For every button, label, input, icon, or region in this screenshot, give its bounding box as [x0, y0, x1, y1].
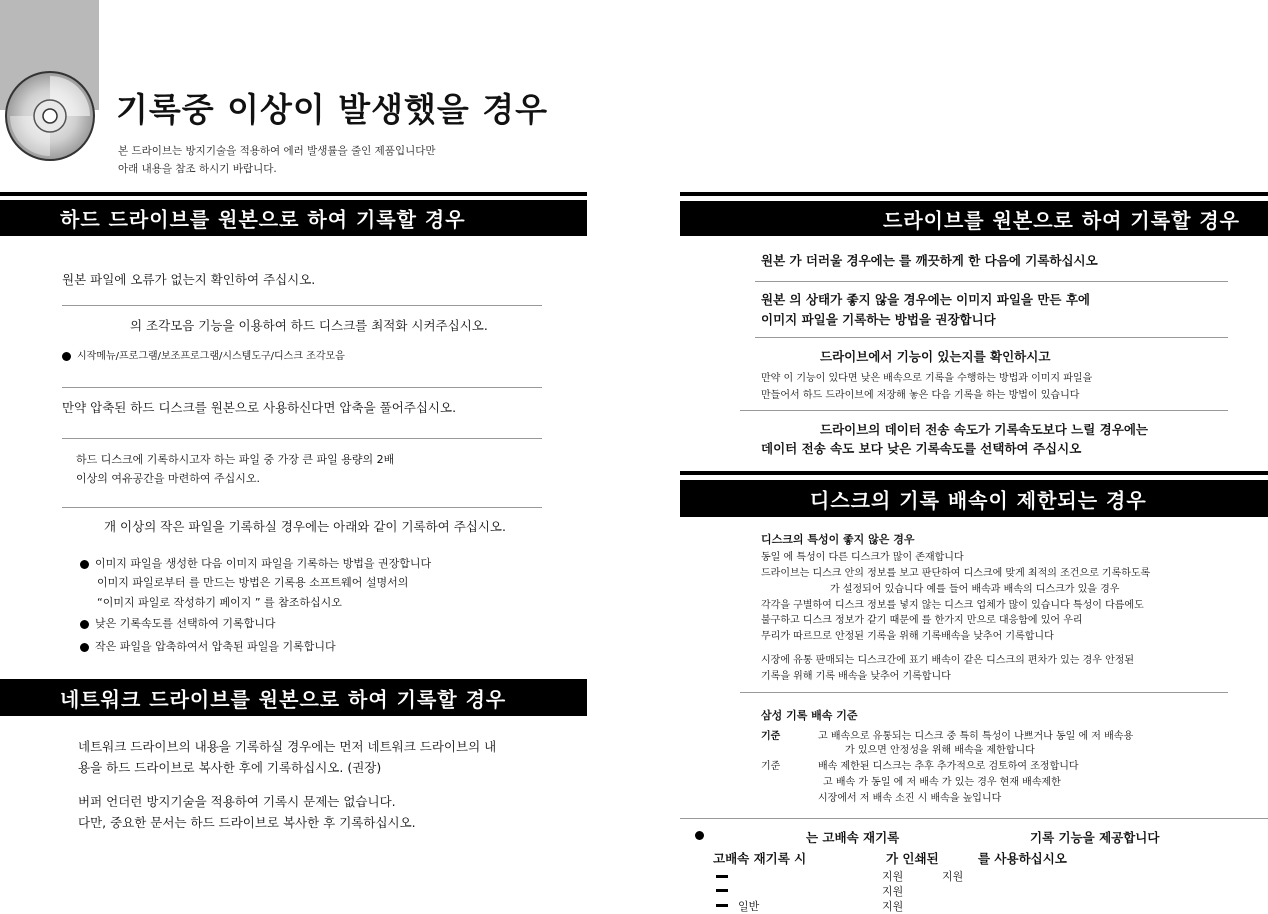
divider	[62, 507, 542, 508]
limit-line-2: 드라이브는 디스크 안의 정보를 보고 판단하여 디스크에 맞게 최적의 조건으로 기록하도록	[761, 568, 1151, 579]
criteria-2b: 고 배속 가 동일 에 저 배속 가 있는 경우 현재 배속제한	[823, 777, 1061, 788]
divider	[62, 305, 542, 306]
support-row-3: 지원	[882, 900, 904, 913]
limit-line-5: 불구하고 디스크 정보가 같기 때문에 를 한가지 만으로 대응함에 있어 우리	[761, 615, 1083, 626]
support-row-2: 지원	[882, 885, 904, 898]
section-rule	[680, 471, 1268, 475]
criteria-1b: 가 있으면 안정성을 위해 배속을 제한합니다	[845, 745, 1035, 756]
limit-line-7: 시장에 유통 판매되는 디스크간에 표기 배속이 같은 디스크의 편차가 있는 경우 안정된	[761, 655, 1135, 666]
drive-item-3b: 만들어서 하드 드라이브에 저장해 놓은 다음 기록을 하는 방법이 있습니다	[761, 390, 1080, 401]
dash-icon	[716, 904, 728, 907]
section-header-speed-limit	[680, 480, 1268, 517]
limit-line-3: 가 설정되어 있습니다 예를 들어 배속과 배속의 디스크가 있을 경우	[830, 584, 1120, 595]
network-p2a: 버퍼 언더런 방지기술을 적용하여 기록시 문제는 없습니다.	[78, 794, 396, 809]
divider	[680, 818, 1268, 819]
section-title-speed-limit: 디스크의 기록 배속이 제한되는 경우	[810, 488, 1147, 512]
cd-disc-icon	[4, 70, 96, 162]
drive-item-3a: 만약 이 기능이 있다면 낮은 배속으로 기록을 수행하는 방법과 이미지 파일을	[761, 373, 1093, 384]
hdd-bullet-1a: 이미지 파일을 생성한 다음 이미지 파일을 기록하는 방법을 권장합니다	[80, 555, 431, 571]
drive-item-2a: 원본 의 상태가 좋지 않을 경우에는 이미지 파일을 만든 후에	[761, 292, 1090, 307]
footnote-2c: 를 사용하십시오	[978, 851, 1067, 866]
hdd-item-4b: 이상의 여유공간을 마련하여 주십시오.	[76, 472, 261, 485]
hdd-item-3: 만약 압축된 하드 디스크를 원본으로 사용하신다면 압축을 풀어주십시오.	[62, 400, 457, 415]
drive-item-3: 드라이브에서 기능이 있는지를 확인하시고	[820, 349, 1051, 364]
footnote-2a: 고배속 재기록 시	[713, 851, 807, 866]
samsung-criteria-heading: 삼성 기록 배속 기준	[761, 709, 858, 722]
network-p2b: 다만, 중요한 문서는 하드 드라이브로 복사한 후 기록하십시오.	[78, 815, 416, 830]
section-header-network	[0, 679, 587, 716]
hdd-item-2: 의 조각모음 기능을 이용하여 하드 디스크를 최적화 시켜주십시오.	[130, 318, 488, 333]
footnote-2b: 가 인쇄된	[886, 851, 939, 866]
intro-line-2: 아래 내용을 참조 하시기 바랍니다.	[118, 163, 277, 175]
footnote-1b: 기록 기능을 제공합니다	[1030, 830, 1160, 845]
drive-item-2b: 이미지 파일을 기록하는 방법을 권장합니다	[761, 312, 996, 327]
criteria-1-label: 기준	[761, 731, 781, 742]
limit-line-6: 무리가 따르므로 안정된 기록을 위해 기록배속을 낮추어 기록합니다	[761, 631, 1054, 642]
top-rule-left	[0, 192, 587, 196]
hdd-item-5: 개 이상의 작은 파일을 기록하실 경우에는 아래와 같이 기록하여 주십시오.	[104, 519, 506, 534]
section-title-drive: 드라이브를 원본으로 하여 기록할 경우	[883, 208, 1240, 232]
bullet-icon	[80, 643, 89, 652]
limit-line-4: 각각을 구별하여 디스크 정보를 넣지 않는 디스크 업체가 많이 있습니다 특성이 다름에도	[761, 600, 1144, 611]
support-row-1-a: 지원	[882, 870, 904, 883]
drive-item-4a: 드라이브의 데이터 전송 속도가 기록속도보다 느릴 경우에는	[820, 422, 1148, 437]
hdd-item-1: 원본 파일에 오류가 없는지 확인하여 주십시오.	[62, 272, 316, 287]
network-p1b: 용을 하드 드라이브로 복사한 후에 기록하십시오. (권장)	[78, 760, 382, 775]
section-title-hdd: 하드 드라이브를 원본으로 하여 기록할 경우	[60, 207, 466, 232]
hdd-item-2-path: 시작메뉴/프로그램/보조프로그램/시스템도구/디스크 조각모음	[62, 347, 345, 362]
hdd-bullet-3: 작은 파일을 압축하여서 압축된 파일을 기록합니다	[80, 638, 336, 654]
limit-heading-1: 디스크의 특성이 좋지 않은 경우	[761, 533, 915, 546]
limit-line-8: 기록을 위해 기록 배속을 낮추어 기록합니다	[761, 671, 951, 682]
divider	[740, 410, 1228, 411]
drive-item-4b: 데이터 전송 속도 보다 낮은 기록속도를 선택하여 주십시오	[761, 441, 1082, 456]
divider	[740, 692, 1228, 693]
top-rule-right	[680, 192, 1268, 196]
criteria-2-label: 기준	[761, 761, 781, 772]
hdd-item-4a: 하드 디스크에 기록하시고자 하는 파일 중 가장 큰 파일 용량의 2배	[76, 453, 395, 466]
bullet-icon	[62, 352, 71, 361]
divider	[62, 387, 542, 388]
limit-line-1: 동일 에 특성이 다른 디스크가 많이 존재합니다	[761, 552, 964, 563]
divider	[755, 281, 1228, 282]
criteria-2a: 배속 제한된 디스크는 추후 추가적으로 검토하여 조정합니다	[818, 761, 1079, 772]
hdd-bullet-1c: “이미지 파일로 작성하기 페이지 ” 를 참조하십시오	[97, 596, 342, 609]
hdd-bullet-1b: 이미지 파일로부터 를 만드는 방법은 기록용 소프트웨어 설명서의	[97, 576, 409, 589]
divider	[62, 438, 542, 439]
divider	[755, 337, 1228, 338]
hdd-bullet-2: 낮은 기록속도를 선택하여 기록합니다	[80, 615, 276, 631]
intro-line-1: 본 드라이브는 방지기술을 적용하여 에러 발생률을 줄인 제품입니다만	[118, 145, 436, 157]
section-header-hdd	[0, 200, 587, 236]
bullet-icon	[80, 560, 89, 569]
support-row-3-label: 일반	[738, 900, 760, 913]
section-title-network: 네트워크 드라이브를 원본으로 하여 기록할 경우	[60, 687, 507, 711]
section-header-drive	[680, 201, 1268, 236]
page-title: 기록중 이상이 발생했을 경우	[116, 90, 549, 129]
footnote-1a: 는 고배속 재기록	[806, 830, 900, 845]
dash-icon	[716, 875, 728, 878]
criteria-2c: 시장에서 저 배속 소진 시 배속을 높입니다	[818, 793, 1002, 804]
network-p1a: 네트워크 드라이브의 내용을 기록하실 경우에는 먼저 네트워크 드라이브의 내	[78, 739, 497, 754]
bullet-icon	[80, 620, 89, 629]
criteria-1a: 고 배속으로 유통되는 디스크 중 특히 특성이 나쁘거나 동일 에 저 배속용	[818, 731, 1134, 742]
dash-icon	[716, 889, 728, 892]
drive-item-1: 원본 가 더러울 경우에는 를 깨끗하게 한 다음에 기록하십시오	[761, 253, 1098, 268]
support-row-1-b: 지원	[942, 870, 964, 883]
bullet-icon	[695, 831, 704, 840]
